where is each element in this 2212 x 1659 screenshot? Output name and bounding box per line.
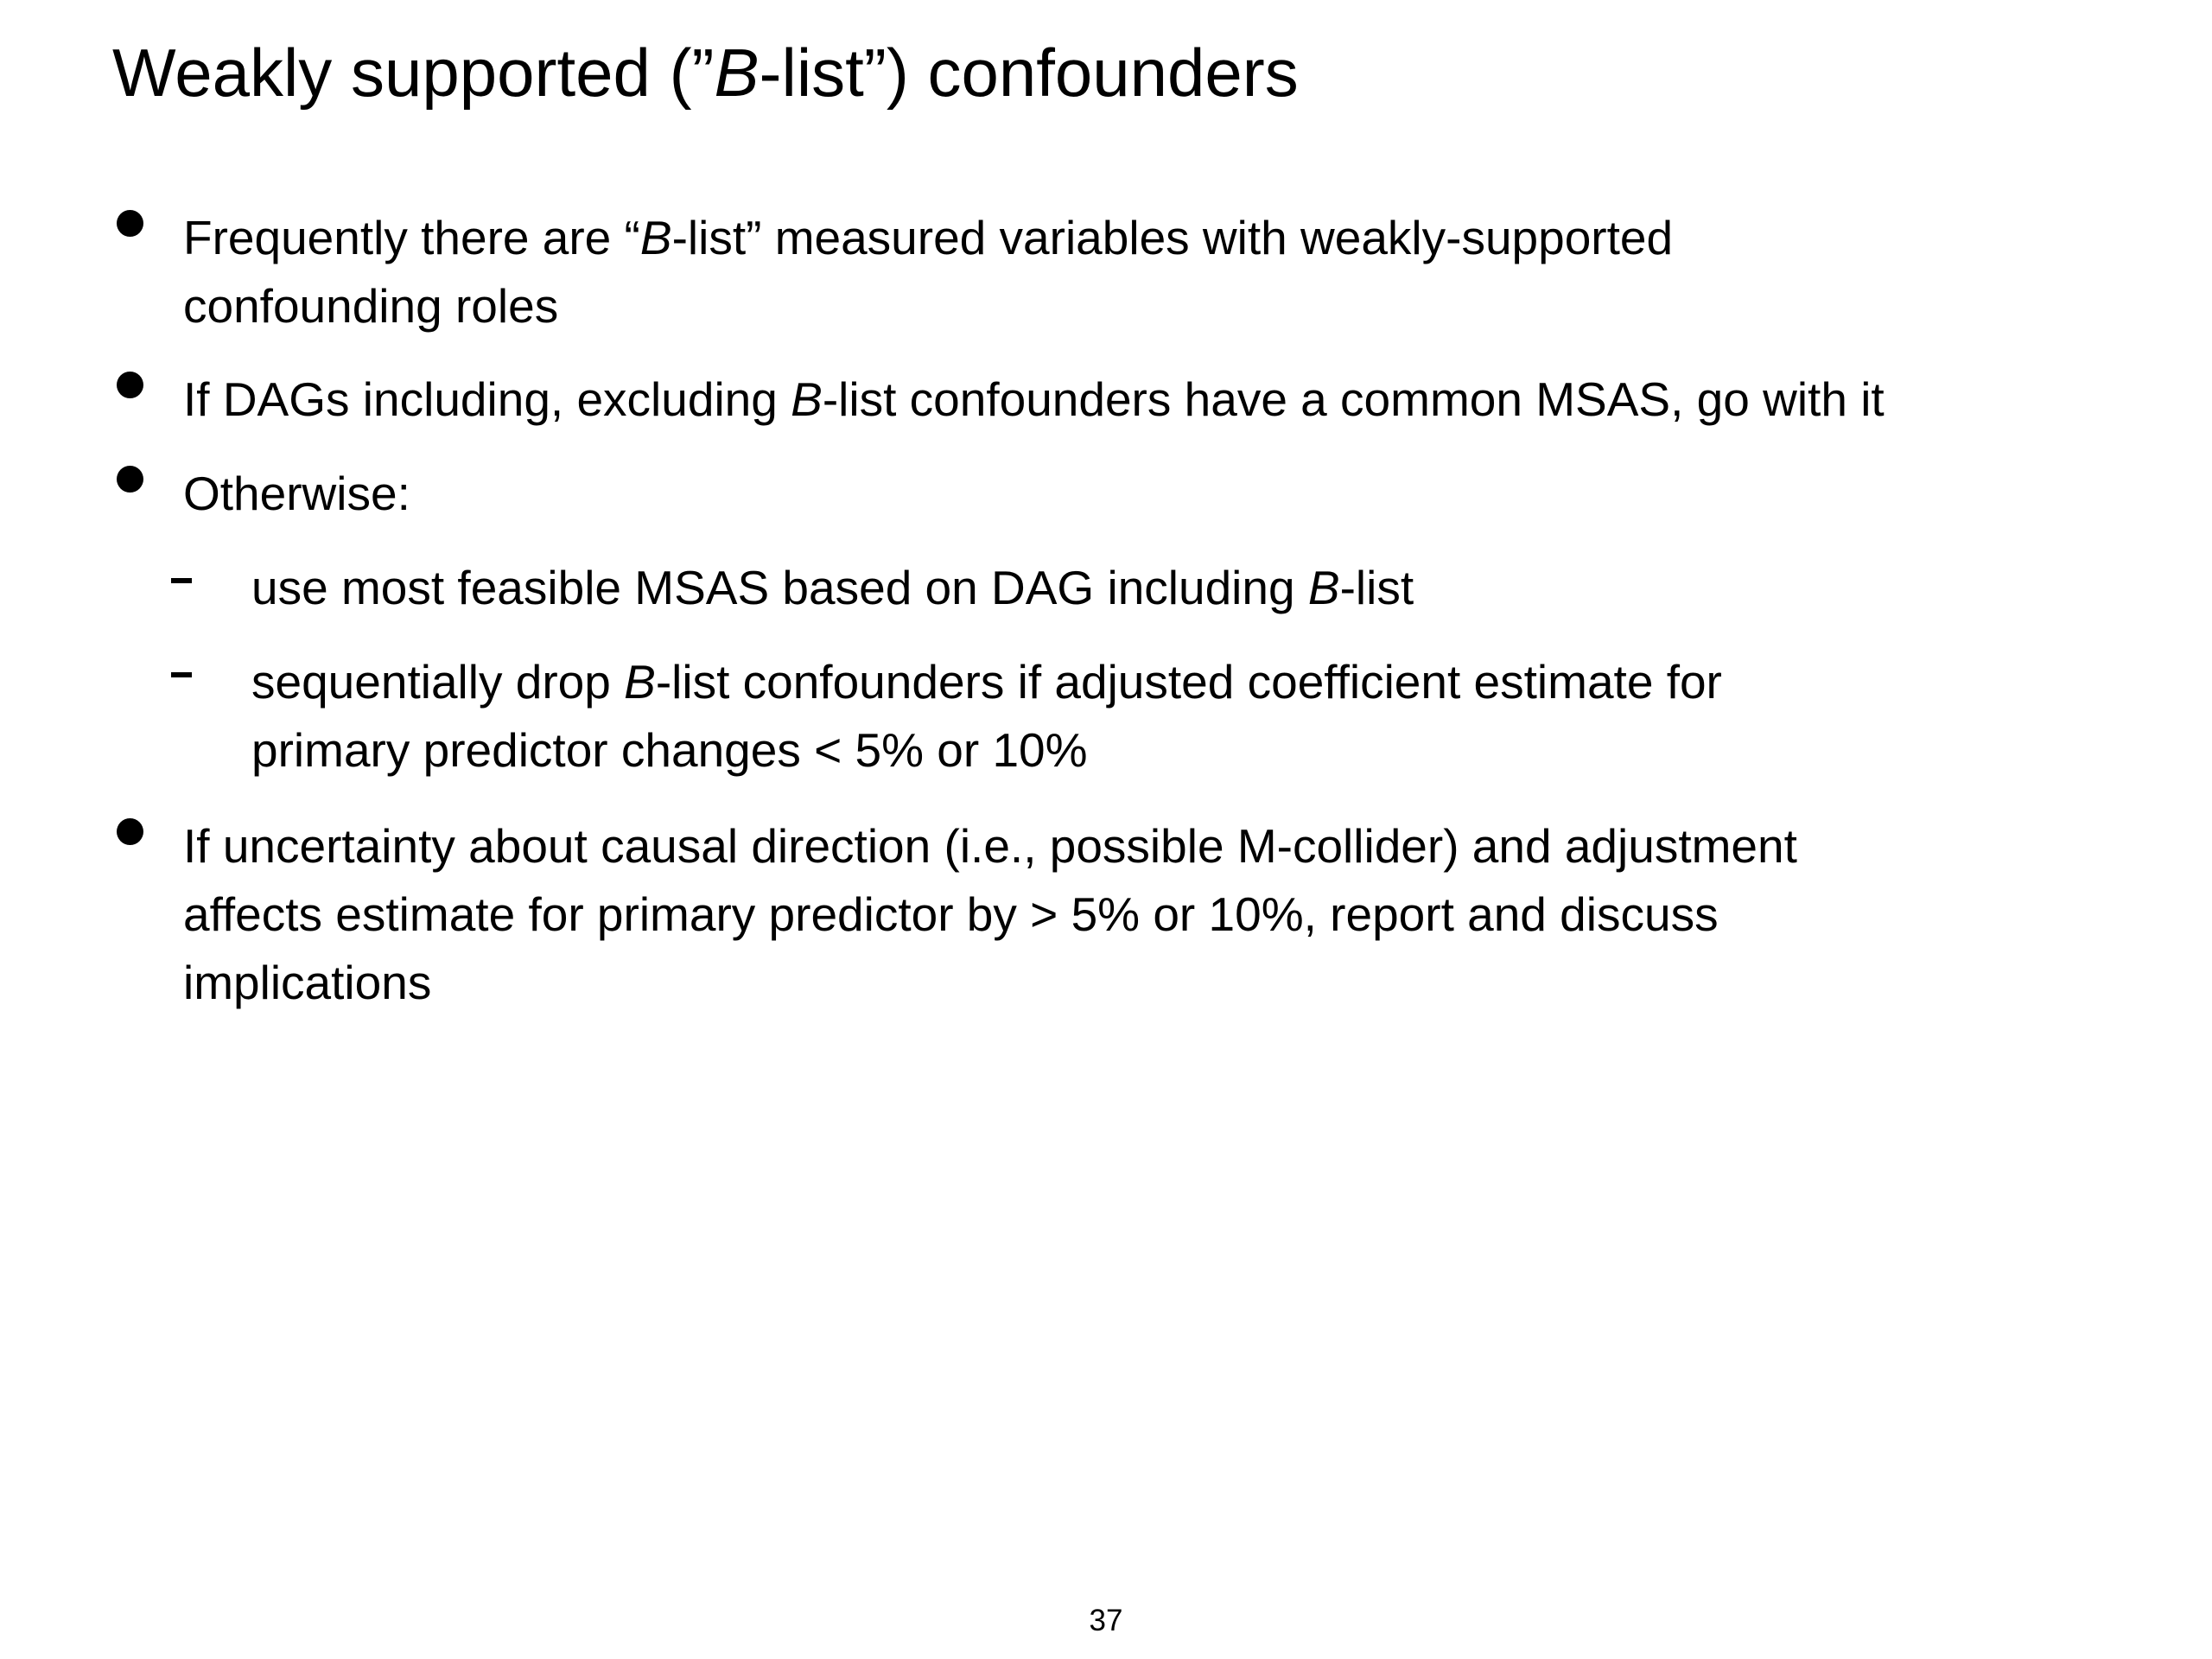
bullet-4-line-2: affects estimate for primary predictor by > 5% or 10%, report and discuss: [183, 887, 1719, 941]
sub-bullet-1-text: use most feasible MSAS based on DAG including B-list: [251, 561, 1414, 614]
page-number: 37: [1089, 1604, 1123, 1637]
title-text-before: Weakly supported (”: [112, 35, 715, 111]
sub-bullet-2-line-2: primary predictor changes < 5% or 10%: [251, 723, 1088, 777]
bullet-dot-icon: [117, 466, 143, 493]
bullet-4-line-3: implications: [183, 956, 432, 1009]
title-text-italic: B: [714, 35, 760, 111]
bullet-dot-icon: [117, 818, 143, 845]
slide-title: [112, 31, 1299, 114]
bullet-2-text: If DAGs including, excluding B-list confounders have a common MSAS, go with it: [183, 372, 1885, 426]
bullet-dot-icon: [117, 372, 143, 398]
bullet-dot-icon: [117, 210, 143, 237]
bullet-3-text: Otherwise:: [183, 467, 410, 520]
dash-bullet-icon: [171, 672, 192, 677]
bullet-1-line-1: Frequently there are “B-list” measured variables with weakly-supported: [183, 211, 1674, 264]
bullet-4-line-1: If uncertainty about causal direction (i.e., possible M-collider) and adjustment: [183, 819, 1797, 873]
dash-bullet-icon: [171, 578, 192, 583]
bullet-1-line-2: confounding roles: [183, 279, 559, 333]
title-text-after: -list”) confounders: [759, 35, 1299, 111]
sub-bullet-2-line-1: sequentially drop B-list confounders if adjusted coefficient estimate for: [251, 655, 1722, 709]
